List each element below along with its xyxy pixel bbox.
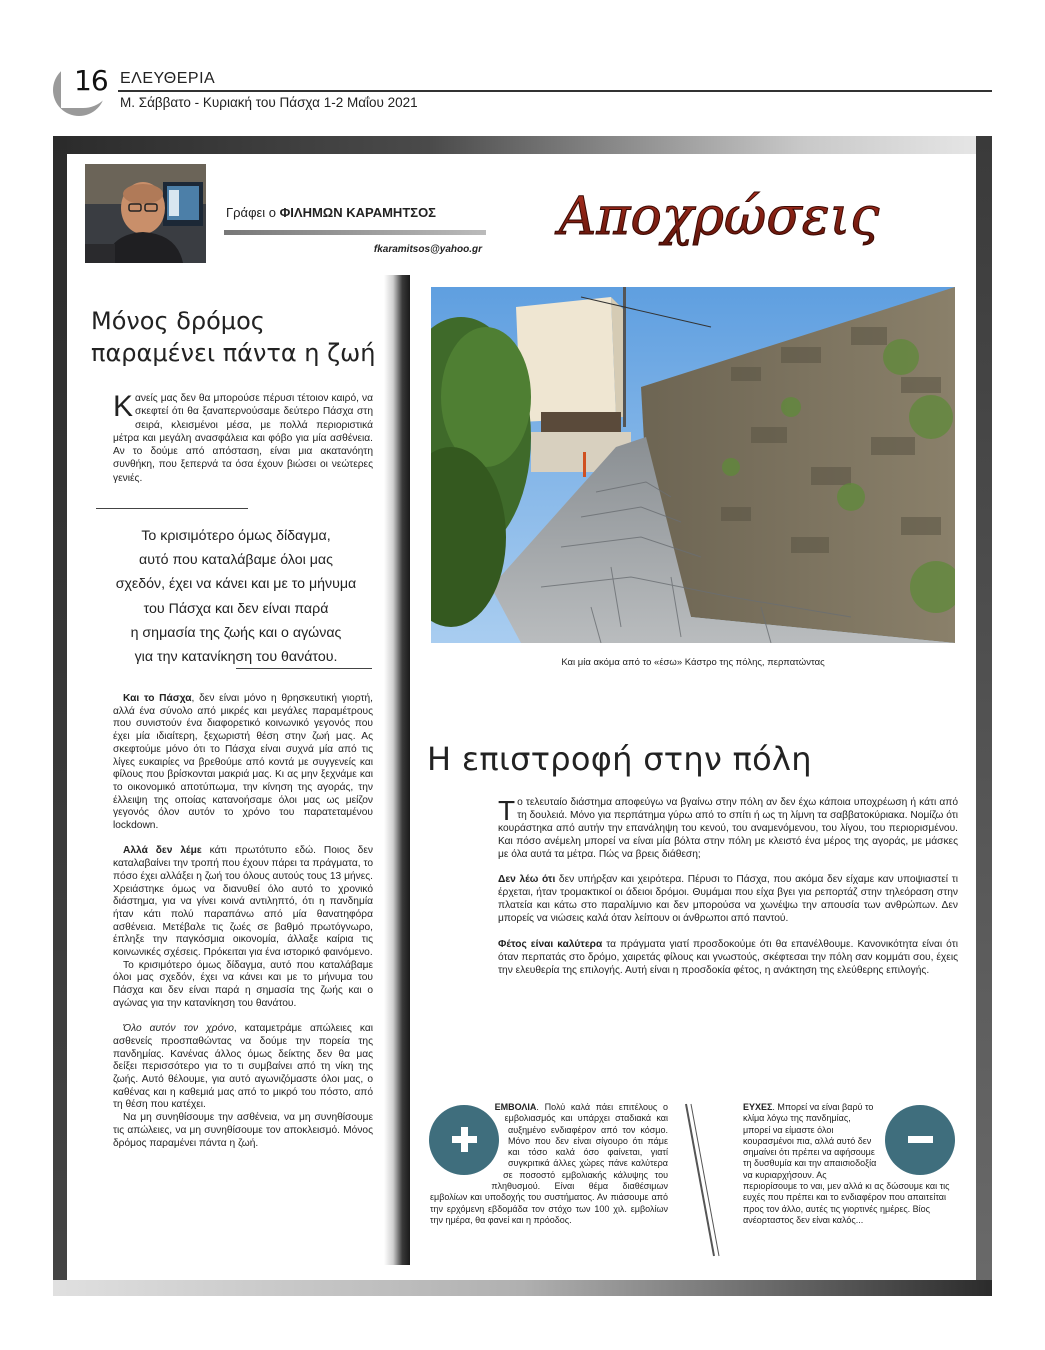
newspaper-name: ΕΛΕΥΘΕΡΙΑ bbox=[120, 70, 216, 87]
author-email[interactable]: fkaramitsos@yahoo.gr bbox=[373, 244, 482, 255]
paragraph-dropcap: Τ bbox=[498, 795, 516, 826]
paragraph bbox=[113, 693, 373, 833]
author-photo bbox=[85, 164, 206, 263]
minus-box-body: . Μπορεί να είναι βαρύ το κλίμα λόγω της πανδημίας, μπορεί να είμαστε όλοι κουρασμένοι πια, αλλά αυτό δεν σημαίνει ότι πρέπει να αφήσουμε τη δυσθυμία και την απαισιοδοξία να κυριαρχήσουν. Ας περιορίσουμε το ναι, μεν αλλά κι ας δώσουμε και τις ευχές που πρέπει και το ενδιαφέρον που απαιτείται προς τον άλλο, αυτές τις γιορτινές ημέρες. Βίος ανέορταστος δεν είναι καλός... bbox=[743, 1102, 950, 1225]
plus-box-lead: ΕΜΒΟΛΙΑ bbox=[494, 1102, 537, 1112]
pullquote-rule-top bbox=[96, 508, 248, 509]
left-article-title bbox=[91, 305, 391, 369]
right-article-title: Η επιστροφή στην πόλη bbox=[427, 740, 812, 778]
paragraph-text: δεν υπήρξαν και χειρότερα. Πέρυσι το Πάσχα, που ακόμα δεν είχαμε καν υποψιαστεί τι έρχεται, ήταν τρομακτικοί οι άδειοι δρόμοι. Θυμάμαι που είχα βγει για ρεπορτάζ στην τηλεόραση στην πλατεία και κάτω στο παραλίμνιο και δεν μπορούσα να χωνέψω την απουσία των ανθρώπων. Δεν μπορείς να νιώσεις καλά όταν λείπουν οι άνθρωποι από παντού. bbox=[498, 874, 958, 925]
column-divider bbox=[384, 275, 410, 1265]
plus-icon-bar bbox=[461, 1127, 468, 1152]
paragraph-text: τα πράγματα γιατί προσδοκούμε ότι θα επανέλθουμε. Κανονικότητα είναι ότι όταν περπατάς στο δρόμο, χαιρετάς φίλους και γνωστούς, σκέφτεσαι την πόλη σαν κομμάτι σου, έχεις την ελευθερία της επιλογής. Αυτή είναι η προσδοκία φέτος, η ανάκτηση της ελεύθερης επιλογής. bbox=[498, 938, 958, 976]
frame-left-bar bbox=[53, 136, 67, 1296]
pullquote-line: η σημασία της ζωής και ο αγώνας bbox=[130, 624, 342, 641]
pullquote-line: του Πάσχα και δεν είναι παρά bbox=[143, 600, 329, 617]
pullquote-line: σχεδόν, έχει να κάνει και με το μήνυμα bbox=[115, 576, 357, 593]
lede-text: ανείς μας δεν θα μπορούσε πέρυσι τέτοιον καιρό, να σκεφτεί ότι θα ξαναπερνούσαμε δεύτερο Πάσχα στη σειρά, κλεισμένοι μέσα, με πολλά περιοριστικά μέτρα και μεγάλη ανασφάλεια και φόβο για μία ασθένεια. Αν το δούμε από απόσταση, είναι μια ακατανόητη συνθήκη, που ξεπερνά τα όσα έχουν βιώσει οι νεώτερες γενιές. bbox=[113, 393, 373, 484]
paragraph bbox=[498, 874, 958, 926]
paragraph bbox=[113, 1112, 373, 1150]
lede-dropcap: Κ bbox=[113, 390, 134, 423]
frame-top-bar bbox=[53, 136, 992, 154]
paragraph bbox=[498, 797, 958, 862]
paragraph-lead: Φέτος είναι καλύτερα bbox=[498, 938, 603, 950]
paragraph-lead: Και το Πάσχα bbox=[123, 693, 192, 704]
minus-icon-bar bbox=[908, 1136, 933, 1143]
paragraph-text: κάτι πρωτότυπο εδώ. Ποιος δεν καταλαβαίνει την τροπή που έχουν πάρει τα πράγματα, το πόσο έχει αλλάξει η ζωή του όλους αυτούς τους 13 μήνες. Χρειάστηκε όμως να διανυθεί όλο αυτό το χρονικό διάστημα, για να γίνει κοινά αντιληπτό, ότι η πανδημία ήταν κάτι πολύ παραπάνω από μία θανατηφόρα ασθένεια. Μετέβαλε τις ζωές σε βαθμό πρωτόγνωρο, έπληξε την παγκόσμια οικονομία, άλλαξε καίρια τις κοινωνικές σχέσεις. Πρόκειται για ένα ιστορικό φαινόμενο. bbox=[113, 845, 373, 959]
header-rule bbox=[118, 90, 992, 92]
paragraph-text: Να μη συνηθίσουμε την ασθένεια, να μη συνηθίσουμε τις απώλειες, να μη συνηθίσουμε τον αποκλεισμό. Μόνος δρόμος παραμένει πάντα η ζωή. bbox=[113, 1112, 373, 1149]
plus-box-body: . Πολύ καλά πάει επιτέλους ο εμβολιασμός και υπάρχει σταδιακά και αυξημένο ενδιαφέρον από τον κόσμο. Μόνο που δεν είναι σίγουρο ότι πάμε και τόσο καλά όσο φαίνεται, γιατί συγκριτικά άλλες χώρες πάνε καλύτερα σε ποσοστό εμβολιακής κάλυψης του πληθυσμού. Είναι θέμα διαθέσιμων εμβολίων και υποδοχής του συστήματος. Αν πιάσουμε από την ερχόμενη εβδομάδα τον στόχο των 100 χιλ. εμβολίων την ημέρα, θα φανεί και η πρόοδος. bbox=[430, 1102, 668, 1225]
page-number: 16 bbox=[74, 64, 108, 97]
paragraph-text: ο τελευταίο διάστημα αποφεύγω να βγαίνω στην πόλη αν δεν έχω κάποια υποχρέωση ή κάτι από τη δουλειά. Μόνο για περπάτημα γύρω από το σπίτι ή ως τη λίμνη τα σαββατοκύριακα. Νομίζω ότι κουράστηκα από αυτήν την επανάληψη του κενού, του αναμενόμενου, του λίγου, του περιορισμένου. Και πόσο ανέμελη μπορεί να είναι μία βόλτα στην πόλη με κλειστό ένα μέρος της αγοράς, με μάσκες με όλα αυτά τα μέτρα. Πώς να βρεις διάθεση; bbox=[498, 797, 958, 860]
minus-box-lead: ΕΥΧΕΣ bbox=[743, 1102, 773, 1112]
byline bbox=[226, 205, 436, 220]
byline-prefix: Γράφει ο bbox=[226, 205, 280, 220]
left-title-line2: παραμένει πάντα η ζωή bbox=[91, 339, 376, 367]
paragraph-text: Το κρισιμότερο όμως δίδαγμα, αυτό που καταλάβαμε όλοι μας σχεδόν, έχει να κάνει και με το μήνυμα του Πάσχα και δεν είναι παρά η σημασία της ζωής και ο αγώνας για την κατανίκηση του θανάτου. bbox=[113, 959, 373, 1009]
paragraph bbox=[113, 1023, 373, 1112]
issue-date: Μ. Σάββατο - Κυριακή του Πάσχα 1-2 Μαΐου 2021 bbox=[120, 95, 418, 110]
right-article-body bbox=[498, 797, 958, 978]
paragraph bbox=[498, 939, 958, 978]
paragraph-lead: Όλο αυτόν τον χρόνο bbox=[123, 1023, 234, 1035]
left-lede bbox=[113, 392, 373, 485]
author-name: ΦΙΛΗΜΩΝ ΚΑΡΑΜΗΤΣΟΣ bbox=[279, 205, 436, 220]
left-title-line1: Μόνος δρόμος bbox=[91, 307, 265, 335]
paragraph-lead: Αλλά δεν λέμε bbox=[123, 845, 202, 857]
paragraph bbox=[113, 845, 373, 959]
paragraph-text: , δεν είναι μόνο η θρησκευτική γιορτή, αλλά ένα σύνολο από μικρές και μεγάλες παραμέτρους που συνιστούν ένα διαφορετικό κοινωνικό γεγονός που έχει μία ιδιαίτερη, ξεχωριστή θέση στην ζωή μας. Ας σκεφτούμε μόνο ότι το Πάσχα είναι συχνά μία από τις λίγες ευκαιρίες να βρεθούμε από κοντά με συγγενείς και φίλους που βρίσκονται μακριά μας. Κι ας μην ξεχνάμε και το οικονομικό αποτύπωμα, την κίνηση της αγοράς, την έλλειψη της οποίας κατανοήσαμε όλοι μας ως μείζον γεγονός όλον αυτόν το χρόνο του παρατεταμένου lockdown. bbox=[113, 693, 373, 832]
photo-caption: Και μία ακόμα από το «έσω» Κάστρο της πόλης, περπατώντας bbox=[561, 657, 825, 668]
pullquote-rule-bottom bbox=[236, 668, 372, 669]
pullquote-line: Το κρισιμότερο όμως δίδαγμα, bbox=[141, 528, 331, 544]
frame-right-bar bbox=[976, 136, 992, 1296]
paragraph-text: , καταμετράμε απώλειες και ασθενείς προσπαθώντας να δούμε την πορεία της πανδημίας. Κανένας άλλος όμως δείκτης δεν θα μας δείξει περισσότερο για το τι συμβαίνει από τη νίκη της ζωής. Αυτό θέλουμε, για αυτό αγωνιζόμαστε όλοι μας, ο καθένας και η καθεμιά μας από το μικρό του πόστο, από τη θέση που κατέχει. bbox=[113, 1023, 373, 1111]
left-article-body bbox=[113, 693, 373, 1150]
pullquote-line: για την κατανίκηση του θανάτου. bbox=[134, 649, 338, 666]
column-logo-text: Αποχρώσεις bbox=[558, 187, 880, 247]
castle-street-photo bbox=[431, 287, 955, 643]
column-logo bbox=[526, 178, 912, 254]
pullquote bbox=[98, 524, 374, 669]
frame-bottom-bar bbox=[53, 1280, 992, 1296]
pullquote-line: αυτό που καταλάβαμε όλοι μας bbox=[139, 552, 333, 569]
paragraph-lead: Δεν λέω ότι bbox=[498, 874, 556, 886]
separator-slash bbox=[680, 1100, 720, 1260]
paragraph bbox=[113, 960, 373, 1011]
byline-rule bbox=[224, 230, 486, 235]
